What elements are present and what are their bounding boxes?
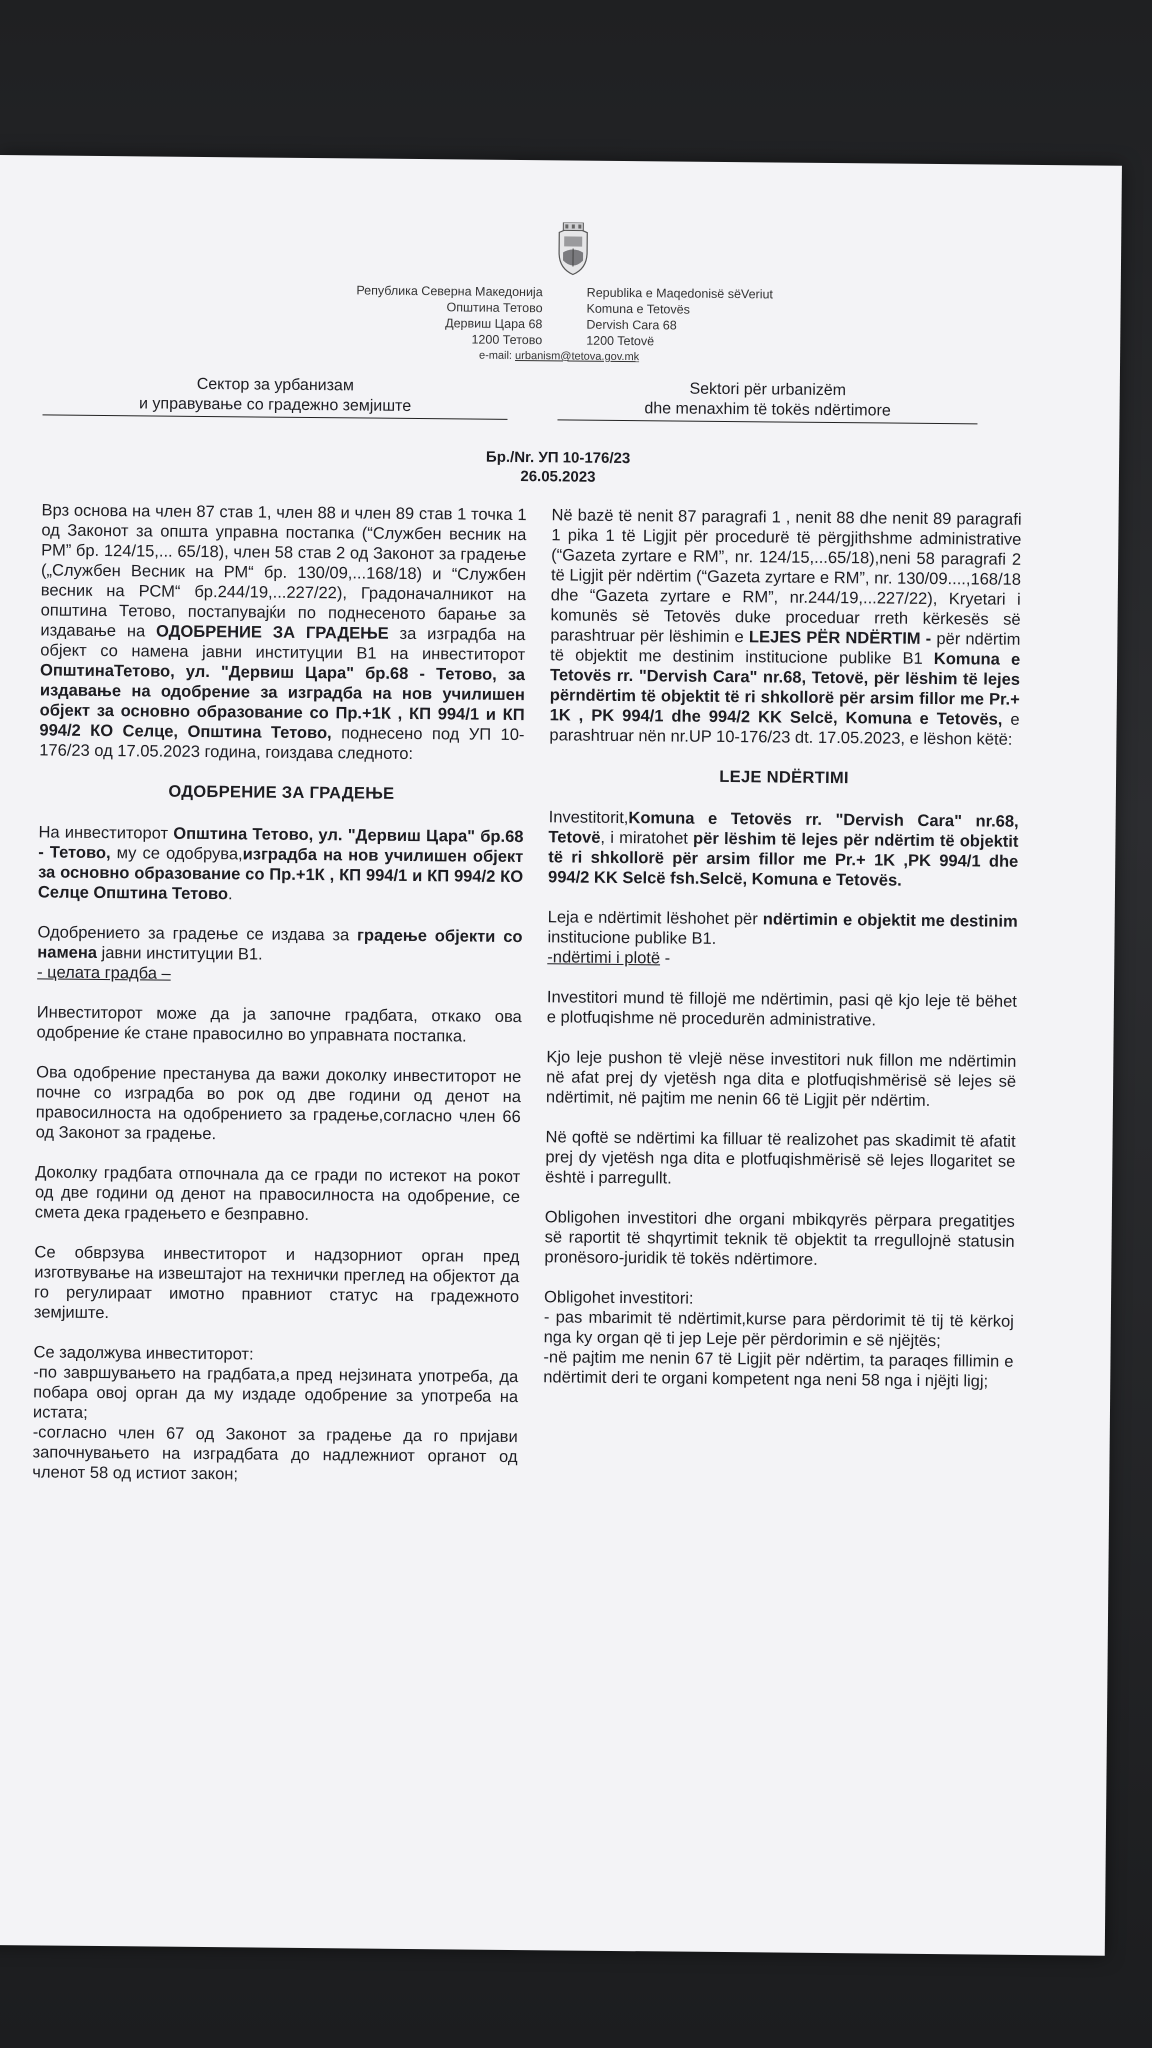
illegal-paragraph: Доколку градбата отпочнала да се гради по истекот на рокот од две години од денот на правосилноста на одобрение, се смета дека градењето е безправно.: [34, 1163, 521, 1225]
text-bold: изградба на нов училишен објект за основно образование со Пр.+1К , КП 994/1 и КП 994/2 КО Селце Општина Тетово: [37, 845, 524, 904]
text-underlined: -ndërtimi i plotë: [547, 948, 661, 968]
text-bold: Општина Тетово, ул. "Дервиш Цара" бр.68 - Тетово,: [38, 824, 524, 863]
letterhead-line: Дервиш Цара 68: [445, 316, 543, 332]
letterhead-email: [0, 343, 1120, 370]
email-link[interactable]: urbanism@tetova.gov.mk: [515, 349, 640, 364]
letterhead-line: 1200 Tetovë: [586, 333, 655, 349]
text: јавни институции В1.: [96, 943, 263, 964]
sector-mk-line1: Сектор за урбанизам: [196, 375, 354, 395]
text: Врз основа на член 87 став 1, член 88 и член 89 став 1 точка 1 од Законот за општа управна постапка (“Службен весник на РМ” бр. 124/15,... 65/18), член 58 став 2 од Законот за градење („Службен Весник на РМ“ бр. 130/09,...168/18) и “Службен весник на РСМ“ бр.244/19,...227/22), Градоначалникот на општина Тетово, постапувајќи по поднесеното барање за издавање на: [40, 501, 527, 641]
sector-sq-line1: Sektori për urbanizëm: [689, 380, 847, 400]
duties-heading: Се задолжува инвеститорот:: [33, 1343, 254, 1364]
duties-list: [32, 1342, 518, 1487]
letterhead-line: Општина Тетово: [446, 300, 543, 316]
sector-sq-line2: dhe menaxhim të tokës ndërtimore: [644, 400, 891, 420]
text-bold: Komuna e Tetovës rr. "Dervish Cara" nr.68, Tetovë: [548, 809, 1019, 847]
text: e parashtruar nën nr.UP 10-176/23 dt. 17.05.2023, e lëshon këtë:: [549, 710, 1020, 749]
document-number: Бр./Nr. УП 10-176/23: [485, 448, 631, 468]
text: institucione publike B1.: [547, 928, 717, 948]
text: поднесено под УП 10-176/23 од 17.05.2023 година, гоиздава следното:: [39, 724, 525, 763]
reference-block: [0, 443, 1119, 492]
intro-paragraph: [39, 500, 526, 765]
text: .: [227, 885, 233, 904]
duties-heading: Obligohet investitori:: [543, 1288, 694, 1308]
text: му се одобрува,: [110, 844, 243, 864]
text: për ndërtim të objektit me destinim institucione publike B1: [550, 629, 1021, 668]
text-bold: Komuna e Tetovës rr. "Dervish Cara" nr.68, Tetovë, për lëshim të lejes përndërtim të objektit të ri shkollorë për arsim fillor me Pr.+ 1K , PK 994/1 dhe 994/2 KK Selcë, Komuna e Tetovës,: [549, 649, 1021, 729]
coat-of-arms-icon: [551, 222, 596, 276]
email-label: e-mail:: [478, 349, 516, 362]
text: -: [660, 949, 671, 968]
section-title: LEJE NDËRTIMI: [719, 767, 849, 788]
validity-paragraph: Kjo leje pushon të vlejë nëse investitori nuk fillon me ndërtimin në afat prej dy vjetësh nga dita e plotfuqishmërisë së lejes së ndërtimit, në pajtim me nenin 66 të Ligjit për ndërtim.: [545, 1048, 1017, 1110]
letterhead-mk: [356, 282, 543, 348]
column-macedonian: [32, 500, 526, 1487]
document-page: [0, 155, 1122, 1956]
duty-item: - pas mbarimit të ndërtimit,kurse para përdorimit të tij të kërkoj nga ky organ që ti jep Leje për përdorimin e së njëjtës;: [543, 1308, 1014, 1351]
sector-sq: [557, 378, 977, 424]
text-bold: për lëshim të lejes për ndërtim të objektit të ri shkollorë për arsim fillor me Pr.+ 1K ,PK 994/1 dhe 994/2 KK Selcë fsh.Selcë, Komuna e Tetovës.: [548, 829, 1019, 890]
sector-header: [0, 373, 1120, 434]
text-bold: ОДОБРЕНИЕ ЗА ГРАДЕЊЕ: [155, 622, 389, 643]
letterhead-line: Komuna e Tetovës: [586, 301, 690, 317]
text-bold: ОпштинаТетово, ул. "Дервиш Цара" бр.68 - Тетово, за издавање на одобрение за изградба на нов училишен објект за основно образование со Пр.+1К , КП 994/1 и КП 994/2 КО Селце, Општина Тетово,: [39, 661, 526, 743]
text: На инвеститорот: [38, 823, 174, 843]
text: Leja e ndërtimit lëshohet për: [547, 908, 763, 929]
obligation-paragraph: Се обврзува инвеститорот и надзорниот орган пред изготвување на извештајот на технички преглед на објектот да го регулираат имотно правниот статус на градежното земјиште.: [33, 1243, 520, 1323]
letterhead-line: Republika e Maqedonisë sëVeriut: [586, 285, 773, 302]
duty-item: -në pajtim me nenin 67 të Ligjit për ndërtim, ta paraqes fillimin e ndërtimit deri te organi kompetent nga neni 58 nga i njëjti ligj;: [543, 1348, 1014, 1391]
illegal-paragraph: Në qoftë se ndërtimi ka filluar të realizohet pas skadimit të afatit prej dy vjetësh nga dita e plotfuqishmërisë së lejes llogaritet se është i parregullt.: [545, 1128, 1016, 1188]
text: Në bazë të nenit 87 paragrafi 1 , nenit 88 dhe nenit 89 paragrafi 1 pika 1 të Ligjit për procedurë të përgjithshme administrative (“Gazeta zyrtare e RM”, nr. 124/15,...65/18),neni 58 paragrafi 2 të Ligjit për ndërtim (“Gazeta zyrtare e RM”, nr. 130/09....,168/18 dhe “Gazeta zyrtare e RM”, nr.244/19,...227/22), Kryetari i komunës së Tetovës duke proceduar rreth kërkesës së parashtruar për lëshimin e: [550, 506, 1022, 647]
start-paragraph: Investitori mund të fillojë me ndërtimin, pasi që kjo leje të bëhet e plotfuqishme në procedurën administrative.: [546, 988, 1018, 1030]
sector-mk-line2: и управување со градежно земјиште: [138, 395, 412, 415]
text-underlined: - целата градба –: [37, 963, 171, 983]
text-bold: ndërtimin e objektit me destinim: [762, 910, 1018, 931]
validity-paragraph: Ова одобрение престанува да важи доколку инвеститорот не почне со изградба во рок од две години од денот на правосилноста на одобрението за градење,согласно член 66 од Законот за градење.: [35, 1063, 522, 1144]
text: , i miratohet: [600, 828, 694, 848]
letterhead-line: 1200 Тетово: [471, 332, 543, 348]
approval-paragraph: [548, 807, 1019, 892]
start-paragraph: Инвеститорот може да ја започне градбата, откако ова одобрение ќе стане правосилно во управната постапка.: [36, 1003, 522, 1046]
duty-item: -по завршувањето на градбата,а пред нејзината употреба, да побара овој орган да му издаде одобрение за употреба на истата;: [32, 1363, 519, 1422]
letterhead-sq: [586, 285, 773, 351]
text: Investitorit,: [548, 808, 629, 828]
text-bold: градење објекти со намена: [37, 926, 523, 962]
section-title: ОДОБРЕНИЕ ЗА ГРАДЕЊЕ: [168, 782, 395, 803]
letterhead-line: Република Северна Македонија: [356, 283, 543, 300]
text-bold: LEJES PËR NDËRTIM -: [748, 628, 932, 648]
letterhead-line: Dervish Cara 68: [586, 317, 677, 333]
text: Одобрението за градење се издава за: [37, 923, 358, 945]
duties-list: [543, 1287, 1014, 1392]
purpose-paragraph: [37, 922, 523, 987]
sector-mk: [43, 373, 508, 419]
text: за изградба на објект со намена јавни институции В1 на инвеститорот: [40, 624, 526, 665]
letterhead: [0, 279, 1121, 390]
intro-paragraph: [549, 505, 1021, 750]
obligation-paragraph: Obligohen investitori dhe organi mbikqyrës përpara pregatitjes së raportit të shqyrtimit teknik të objektit ta rregullojnë statusin pronësoro-juridik të tokës ndërtimore.: [544, 1208, 1015, 1269]
duty-item: -согласно член 67 од Законот за градење да го пријави започнувањето на изградбата до надлежниот органот од членот 58 од истиот закон;: [32, 1423, 518, 1484]
purpose-paragraph: [547, 907, 1018, 972]
column-albanian: [543, 505, 1021, 1391]
document-date: 26.05.2023: [520, 468, 596, 486]
approval-paragraph: [38, 822, 524, 907]
